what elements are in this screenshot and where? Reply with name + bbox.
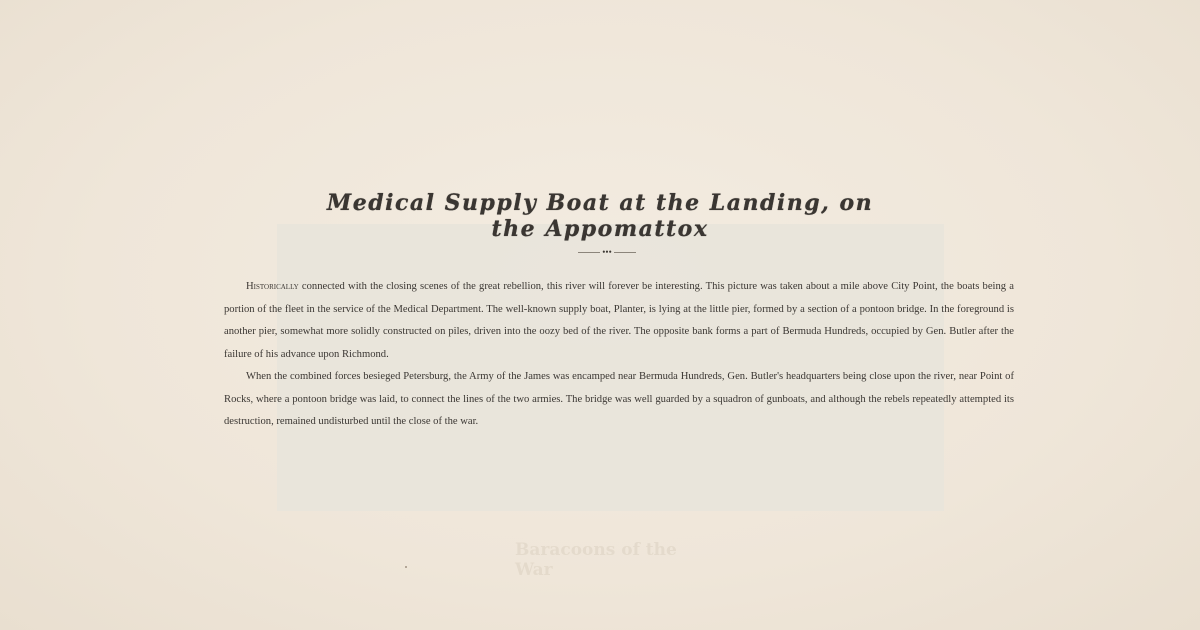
ornament-dots: ••• [602, 247, 612, 257]
paragraph-2-text: When the combined forces besieged Petersburg, the Army of the James was encamped near Bermuda Hundreds, Gen. Butler's headquarters being close upon the river, near Point of Rocks, where a pontoon bridge was laid, to connect the lines of the two armies. The bridge was well guarded by a squadron of gunboats, and although the rebels repeatedly attempted its destruction, remained undisturbed until the close of the war. [224, 371, 1014, 427]
title-ornament-divider [578, 247, 636, 257]
paragraph-1-lead-word: Historically [246, 281, 299, 292]
paragraph-2 [224, 366, 1014, 434]
bleed-through-caption: Baracoons of the War [515, 540, 677, 580]
ornament-rule-left [578, 252, 600, 253]
paper-speck [405, 566, 407, 568]
paragraph-1 [224, 276, 1014, 366]
body-text [224, 276, 1014, 434]
ornament-rule-right [614, 252, 636, 253]
paragraph-1-text: connected with the closing scenes of the great rebellion, this river will forever be interesting. This picture was taken about a mile above City Point, the boats being a portion of the fleet in the service of the Medical Department. The well-known supply boat, Planter, is lying at the little pier, formed by a section of a pontoon bridge. In the foreground is another pier, somewhat more solidly constructed on piles, driven into the oozy bed of the river. The opposite bank forms a part of Bermuda Hundreds, occupied by Gen. Butler after the failure of his advance upon Richmond. [224, 281, 1014, 360]
page-title: Medical Supply Boat at the Landing, on the Appomattox [326, 190, 874, 242]
